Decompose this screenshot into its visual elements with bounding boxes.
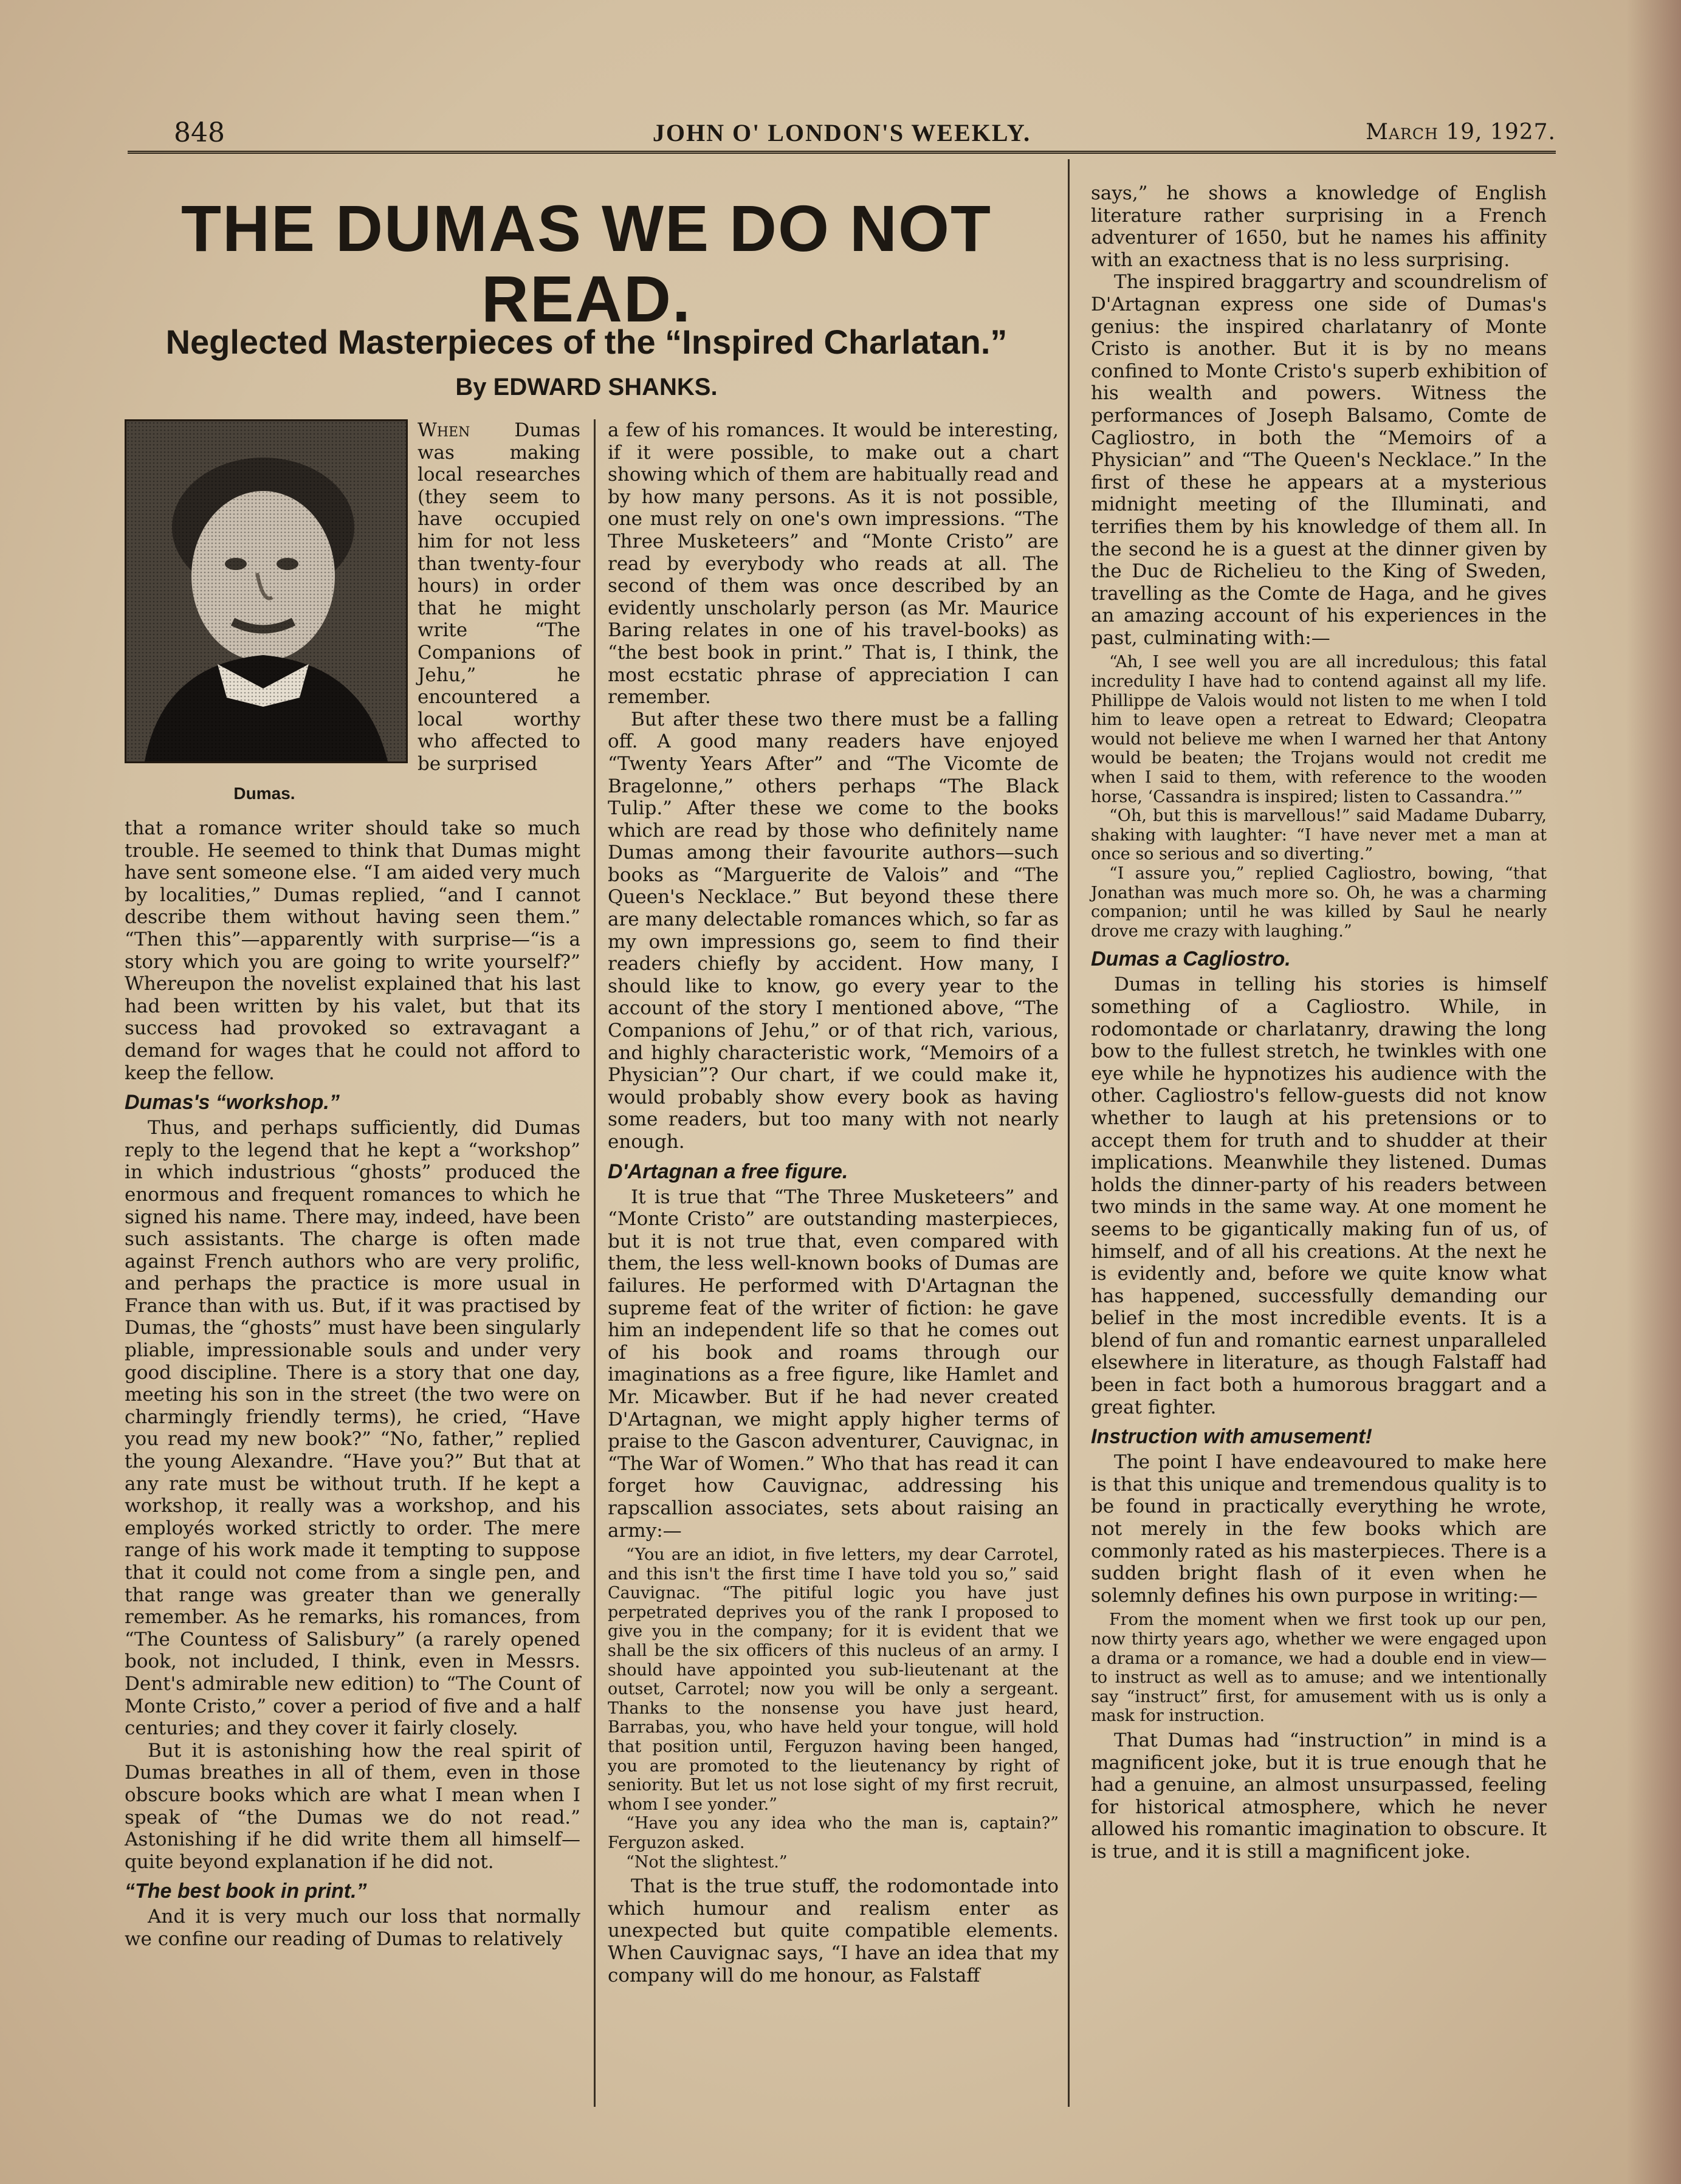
column-rule-left — [594, 419, 596, 2107]
quote-paragraph: “Oh, but this is marvellous!” said Madame Dubarry, shaking with laughter: “I have never met a man at once so serious and so diverting.” — [1091, 806, 1547, 864]
quoted-extract — [608, 1545, 1059, 1872]
quoted-extract — [1091, 1610, 1547, 1726]
paragraph: But it is astonishing how the real spirit of Dumas breathes in all of them, even in those obscure books which are what I mean when I speak of “the Dumas we do not read.” Astonishing if he did write them all himself—quite beyond explanation if he did not. — [125, 1739, 580, 1873]
column-two — [608, 419, 1059, 1987]
column-one — [125, 817, 580, 1951]
magazine-title: JOHN O' LONDON'S WEEKLY. — [652, 119, 1031, 146]
section-heading-instruction: Instruction with amusement! — [1091, 1425, 1372, 1449]
dumas-portrait-image — [125, 419, 408, 763]
paragraph: Dumas in telling his stories is himself something of a Cagliostro. While, in rodomontade or charlatanry, drawing the long bow to the fullest stretch, he twinkles with one eye while he hypnotizes his audience with the other. Cagliostro's fellow-guests did not know whether to laugh at his pretensions or to accept them for truth and to shudder at their implications. Meanwhile they listened. Dumas holds the dinner-party of his readers between two minds in the same way. At one moment he seems to be gigantically making fun of us, of himself, and of all his creations. At the next he is evidently and, before we quite know what has happened, successfully demanding our belief in the most incredible events. It is a blend of fun and romantic earnest unparalleled elsewhere in literature, as though Falstaff had been in fact both a humorous braggart and a great fighter. — [1091, 974, 1547, 1418]
column-three — [1091, 182, 1547, 1863]
column-rule-right — [1068, 159, 1070, 2107]
drop-word: When — [418, 419, 470, 441]
quote-paragraph: “Ah, I see well you are all incredulous; this fatal incredulity I have had to contend against all my life. Phillippe de Valois would not listen to me when I told him to leave open a retreat to Edward; Cleopatra would not believe me when I warned her that Antony would be beaten; the Trojans would not credit me when I said to them, with reference to the wooden horse, ‘Cassandra is inspired; listen to Cassandra.’” — [1091, 653, 1547, 806]
article-subheadline: Neglected Masterpieces of the “Inspired Charlatan.” — [165, 323, 1008, 361]
article-headline: THE DUMAS WE DO NOT READ. — [181, 191, 992, 335]
paragraph: The inspired braggartry and scoundrelism of D'Artagnan express one side of Dumas's genius: the inspired charlatanry of Monte Cristo is another. But it is by no means confined to Monte Cristo's superb exhibition of his wealth and powers. Witness the performances of Joseph Balsamo, Comte de Cagliostro, in both the “Memoirs of a Physician” and “The Queen's Necklace.” In the first of these he appears at a mysterious midnight meeting of the Illuminati, and terrifies them by his knowledge of them all. In the second he is a guest at the dinner given by the Duc de Richelieu to the King of Sweden, travelling as the Comte de Haga, and he gives an amazing account of his experiences in the past, culminating with:— — [1091, 271, 1547, 649]
page-number: 848 — [174, 117, 225, 148]
section-heading-cagliostro: Dumas a Cagliostro. — [1091, 947, 1291, 971]
header-rule — [128, 151, 1556, 154]
intro-text-beside-portrait — [418, 419, 580, 775]
quoted-extract — [1091, 653, 1547, 941]
section-heading-dartagnan: D'Artagnan a free figure. — [608, 1159, 848, 1183]
article-byline: By EDWARD SHANKS. — [455, 374, 718, 400]
paragraph: That Dumas had “instruction” in mind is a magnificent joke, but it is true enough that he had a genuine, an almost unsurpassed, feeling for historical atmosphere, which he never allowed his romantic imagination to obscure. It is true, and it is still a magnificent joke. — [1091, 1729, 1547, 1863]
portrait-caption: Dumas. — [233, 784, 295, 803]
paragraph: It is true that “The Three Musketeers” and “Monte Cristo” are outstanding masterpieces, but it is not true that, even compared with them, the less well-known books of Dumas are failures. He performed with D'Artagnan the supreme feat of the writer of fiction: he gave him an independent life so that he comes out of his book and roams through our imaginations as a free figure, like Hamlet and Mr. Micawber. But if he had never created D'Artagnan, we might apply higher terms of praise to the Gascon adventurer, Cauvignac, in “The War of Women.” Who that has read it can forget how Cauvignac, addressing his rapscallion associates, sets about raising an army:— — [608, 1186, 1059, 1542]
quote-paragraph: “Have you any idea who the man is, captain?” Ferguzon asked. — [608, 1814, 1059, 1852]
paragraph: Thus, and perhaps sufficiently, did Dumas reply to the legend that he kept a “workshop” in which industrious “ghosts” produced the enormous and frequent romances to which he signed his name. There may, indeed, have been such assistants. The charge is often made against French authors who are very prolific, and perhaps the practice is more usual in France than with us. But, if it was practised by Dumas, the “ghosts” must have been singularly pliable, impressionable souls and under very good discipline. There is a story that one day, meeting his son in the street (the two were on charmingly friendly terms), he cried, “Have you read my new book?” “No, father,” replied the young Alexandre. “Have you?” But that at any rate must be without truth. If he kept a workshop, it really was a workshop, and his employés worked strictly to order. The mere range of his work made it tempting to suppose that it could not come from a single pen, and that range was greater than we generally remember. As he remarks, his romances, from “The Countess of Salisbury” (a rarely opened book, not included, I think, even in Messrs. Dent's admirable new edition) to “The Count of Monte Cristo,” cover a period of five and a half centuries; and they cover it fairly closely. — [125, 1117, 580, 1740]
intro-paragraph-continued: that a romance writer should take so much trouble. He seemed to think that Dumas might have sent someone else. “I am aided very much by localities,” Dumas replied, “and I cannot describe them without having seen them.” “Then this”—apparently with surprise—“is a story which you are going to write yourself?” Whereupon the novelist explained that his last had been written by his valet, but that its success had provoked so extravagant a demand for wages that he could not afford to keep the fellow. — [125, 817, 580, 1084]
quote-paragraph: From the moment when we first took up our pen, now thirty years ago, whether we were engaged upon a drama or a romance, we had a double end in view—to instruct as well as to amuse; and we intentionally say “instruct” first, for amusement with us is only a mask for instruction. — [1091, 1610, 1547, 1726]
paragraph: But after these two there must be a falling off. A good many readers have enjoyed “Twenty Years After” and “The Vicomte de Bragelonne,” others perhaps “The Black Tulip.” After these we come to the books which are read by those who definitely name Dumas among their favourite authors—such books as “Marguerite de Valois” and “The Queen's Necklace.” But beyond these there are many delectable romances which, so far as my own impressions go, seem to find their readers chiefly by accident. How many, I should like to know, go every year to the account of the story I mentioned above, “The Companions of Jehu,” or of that rich, various, and highly characteristic work, “Memoirs of a Physician”? Our chart, if we could make it, would probably show every book as having some readers, but too many with not nearly enough. — [608, 708, 1059, 1153]
issue-date: March 19, 1927. — [1366, 120, 1556, 145]
paragraph: The point I have endeavoured to make here is that this unique and tremendous quality is to be found in practically everything he wrote, not merely in the few books which are commonly rated as his masterpieces. There is a sudden bright flash of it even when he solemnly defines his own purpose in writing:— — [1091, 1451, 1547, 1607]
page-header — [128, 112, 1556, 155]
section-heading-best-book: “The best book in print.” — [125, 1880, 367, 1903]
paragraph: a few of his romances. It would be interesting, if it were possible, to make out a chart showing which of them are habitually read and by how many persons. As it is not possible, one must rely on one's own impressions. “The Three Musketeers” and “Monte Cristo” are read by everybody who reads at all. The second of them was once described by an evidently unscholarly person (as Mr. Maurice Baring relates in one of his travel-books) as “the best book in print.” That is, I think, the most ecstatic phrase of appreciation I can remember. — [608, 419, 1059, 709]
section-heading-workshop: Dumas's “workshop.” — [125, 1091, 340, 1114]
paragraph: That is the true stuff, the rodomontade into which humour and realism enter as unexpected but quite compatible elements. When Cauvignac says, “I have an idea that my company will do me honour, as Falstaff — [608, 1875, 1059, 1987]
paragraph: And it is very much our loss that normally we confine our reading of Dumas to relatively — [125, 1906, 580, 1950]
quote-paragraph: “Not the slightest.” — [626, 1852, 788, 1872]
quote-paragraph: “I assure you,” replied Cagliostro, bowing, “that Jonathan was much more so. Oh, he was a charming companion; until he was killed by Saul he nearly drove me crazy with laughing.” — [1091, 864, 1547, 941]
quote-paragraph: “You are an idiot, in five letters, my dear Carrotel, and this isn't the first time I have told you so,” said Cauvignac. “The pitiful logic you have just perpetrated deprives you of the rank I proposed to give you in the company; for it is evident that we shall be the six officers of this nucleus of an army. I should have appointed you sub-lieutenant at the outset, Carrotel; now you will be only a sergeant. Thanks to the nonsense you have just heard, Barrabas, you, who have held your tongue, will hold that position until, Ferguzon having been hanged, you are promoted to the lieutenancy by right of seniority. But let us not lose sight of my first recruit, whom I see yonder.” — [608, 1545, 1059, 1814]
intro-paragraph-start: Dumas was making local researches (they seem to have occupied him for not less than twenty-four hours) in order that he might write “The Companions of Jehu,” he encountered a local worthy who affected to be surprised — [418, 419, 580, 775]
paragraph: says,” he shows a knowledge of English literature rather surprising in a French adventurer of 1650, but he names his affinity with an exactness that is no less surprising. — [1091, 182, 1547, 271]
